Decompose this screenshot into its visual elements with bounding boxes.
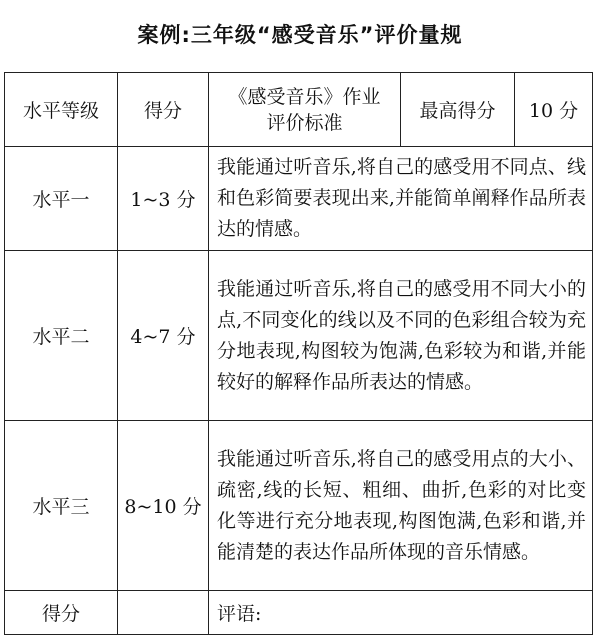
table-row bbox=[5, 147, 593, 251]
header-max-label: 最高得分 bbox=[401, 73, 515, 147]
page-title: 案例:三年级“感受音乐”评价量规 bbox=[137, 23, 463, 47]
row-description: 我能通过听音乐,将自己的感受用点的大小、疏密,线的长短、粗细、曲折,色彩的对比变化等进行充分地表现,构图饱满,色彩和谐,并能清楚的表达作品所体现的音乐情感。 bbox=[209, 421, 593, 591]
footer-score-value[interactable] bbox=[118, 591, 209, 635]
header-standard bbox=[209, 73, 401, 147]
row-score: 8~10 分 bbox=[118, 421, 209, 591]
row-description: 我能通过听音乐,将自己的感受用不同点、线和色彩简要表现出来,并能简单阐释作品所表达的情感。 bbox=[209, 147, 593, 251]
row-description: 我能通过听音乐,将自己的感受用不同大小的点,不同变化的线以及不同的色彩组合较为充分地表现,构图较为饱满,色彩较为和谐,并能较好的解释作品所表达的情感。 bbox=[209, 251, 593, 421]
row-level: 水平一 bbox=[5, 147, 118, 251]
header-standard-line1: 《感受音乐》作业 bbox=[228, 85, 381, 108]
table-header-row bbox=[5, 73, 593, 147]
footer-score-label: 得分 bbox=[5, 591, 118, 635]
row-score: 1~3 分 bbox=[118, 147, 209, 251]
header-max-value: 10 分 bbox=[515, 73, 593, 147]
table-row bbox=[5, 251, 593, 421]
header-standard-line2: 评价标准 bbox=[266, 111, 343, 134]
row-level: 水平二 bbox=[5, 251, 118, 421]
table-footer-row bbox=[5, 591, 593, 635]
row-level: 水平三 bbox=[5, 421, 118, 591]
footer-comment[interactable]: 评语: bbox=[209, 591, 593, 635]
header-score: 得分 bbox=[118, 73, 209, 147]
row-score: 4~7 分 bbox=[118, 251, 209, 421]
table-row bbox=[5, 421, 593, 591]
header-level: 水平等级 bbox=[5, 73, 118, 147]
rubric-table bbox=[4, 72, 593, 635]
